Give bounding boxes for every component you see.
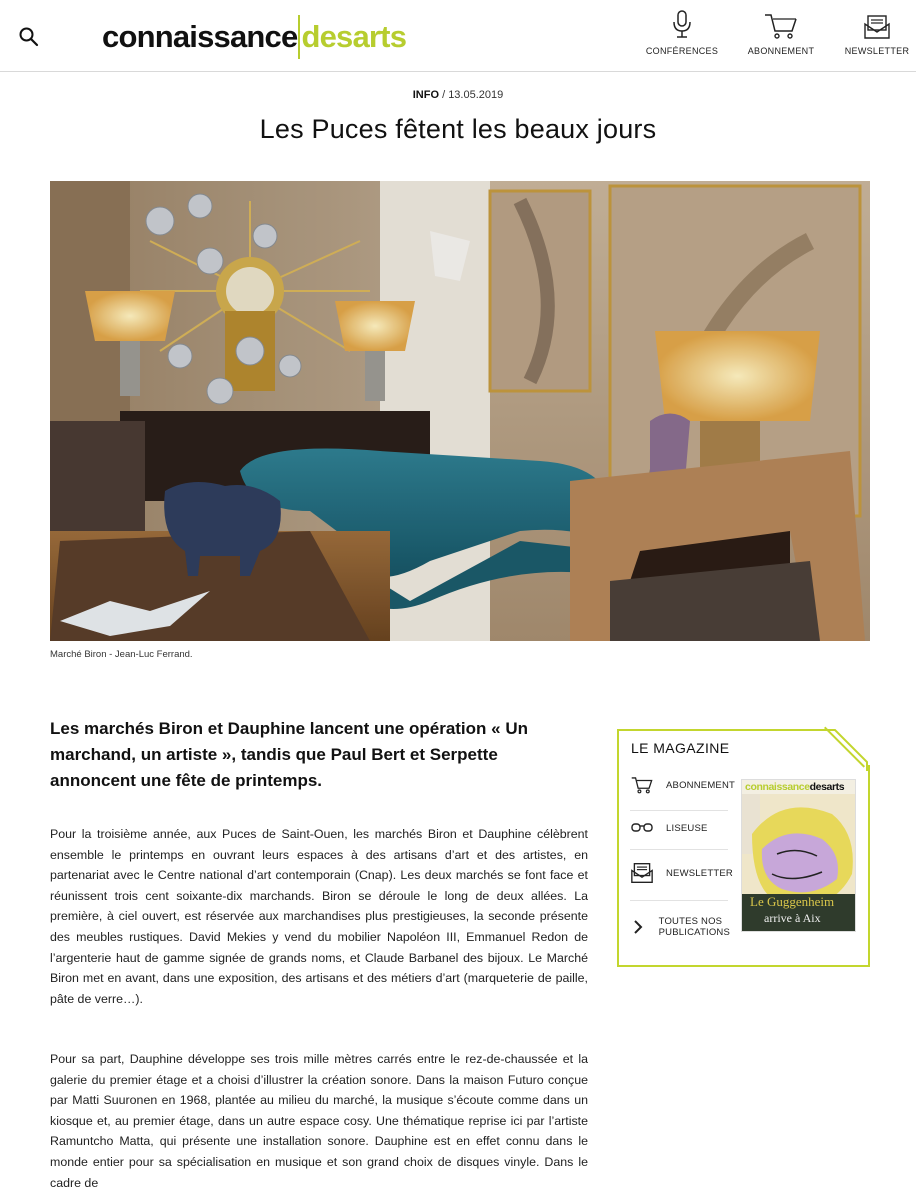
sidebar-item-publications[interactable] [630,916,730,938]
sidebar-item-abonnement[interactable] [630,776,736,794]
newsletter-icon [630,862,654,884]
nav-abonnement[interactable] [746,8,816,56]
magazine-cover[interactable] [741,779,856,932]
sidebar-item-label: TOUTES NOS PUBLICATIONS [658,916,731,938]
logo-text-accent: desarts [301,19,407,54]
article-paragraph: Pour sa part, Dauphine développe ses trois mille mètres carrés entre le rez-de-chaussée et la galerie du premier étage et a choisi d’illustrer la création sonore. Dans la maison Futuro conçue par Matti Suuronen en 1968, plantée au milieu du marché, la musique s’écoute comme dans un kiosque et, au premier étage, dans un autre espace cosy. Une thématique reprise ici par l’artiste Ramuntcho Matta, qui présente une installation sonore. Dauphine est en effet connu dans le monde entier pour sa spécialisation en musique et son grand choix de disques vinyle. Dans le cadre de [50,1052,588,1190]
nav-abonnement-label: ABONNEMENT [747,46,815,56]
nav-conferences-label: CONFÉRENCES [645,46,719,56]
cover-artwork [742,794,856,932]
cover-logo-accent: desarts [809,781,845,793]
magazine-title: LE MAGAZINE [631,740,730,756]
divider [630,900,728,901]
logo-text-primary: connaissance [102,19,298,54]
nav-newsletter[interactable] [844,8,910,56]
cover-logo [745,781,844,793]
glasses-icon [631,822,653,834]
article-hero-image [50,181,870,641]
cart-icon [630,776,654,794]
chevron-right-icon [633,920,643,934]
showroom-illustration [50,181,870,641]
cover-subline: arrive à Aix [764,911,821,925]
cover-headline: Le Guggenheim [750,894,835,909]
newsletter-icon [863,14,891,40]
search-icon [18,26,40,48]
search-button[interactable] [18,26,40,48]
sidebar-item-label: LISEUSE [666,822,708,834]
cart-icon [764,12,798,40]
corner-line [824,727,874,771]
divider [630,849,728,850]
sidebar-item-label: ABONNEMENT [666,779,736,791]
article-lead: Les marchés Biron et Dauphine lancent une opération « Un marchand, un artiste », tandis que Paul Bert et Serpette annoncent une fête de printemps. [50,719,528,790]
article-title: Les Puces fêtent les beaux jours [259,114,657,144]
site-logo[interactable] [102,14,406,60]
article-meta [0,89,916,101]
image-caption: Marché Biron - Jean-Luc Ferrand. [50,649,193,660]
divider [630,810,728,811]
site-header [0,0,916,72]
microphone-icon [671,10,693,40]
nav-conferences[interactable] [646,8,718,56]
meta-separator: / [439,89,449,101]
article-date: 13.05.2019 [448,89,504,101]
article-category[interactable]: INFO [412,89,440,101]
sidebar-item-newsletter[interactable] [630,862,733,884]
cover-logo-primary: connaissance [745,781,810,793]
logo-separator [298,15,300,59]
article-paragraph: Pour la troisième année, aux Puces de Saint-Ouen, les marchés Biron et Dauphine célèbrent ensemble le printemps en ouvrant leurs espaces à des artisans d’art et des artistes, en partenariat avec le Centre national d’art contemporain (Cnap). Les deux marchés se font face et réunissent trois cent soixante-dix marchands. Biron se déroule le long de deux allées. La première, à ciel ouvert, est réservée aux marchandises plus prestigieuses, la seconde présente des meubles rustiques. David Mekies y vend du mobilier Napoléon III, Emmanuel Redon de l’argenterie haut de gamme signée de grands noms, et Claude Barbanel des bijoux. Le Marché Biron met en avant, dans une exposition, des artisans et des métiers d’art (marqueterie de paille, pâte de verre…). [50,827,588,1006]
sidebar-item-label: NEWSLETTER [666,867,733,879]
sidebar-item-liseuse[interactable] [630,822,730,834]
nav-newsletter-label: NEWSLETTER [844,46,910,56]
